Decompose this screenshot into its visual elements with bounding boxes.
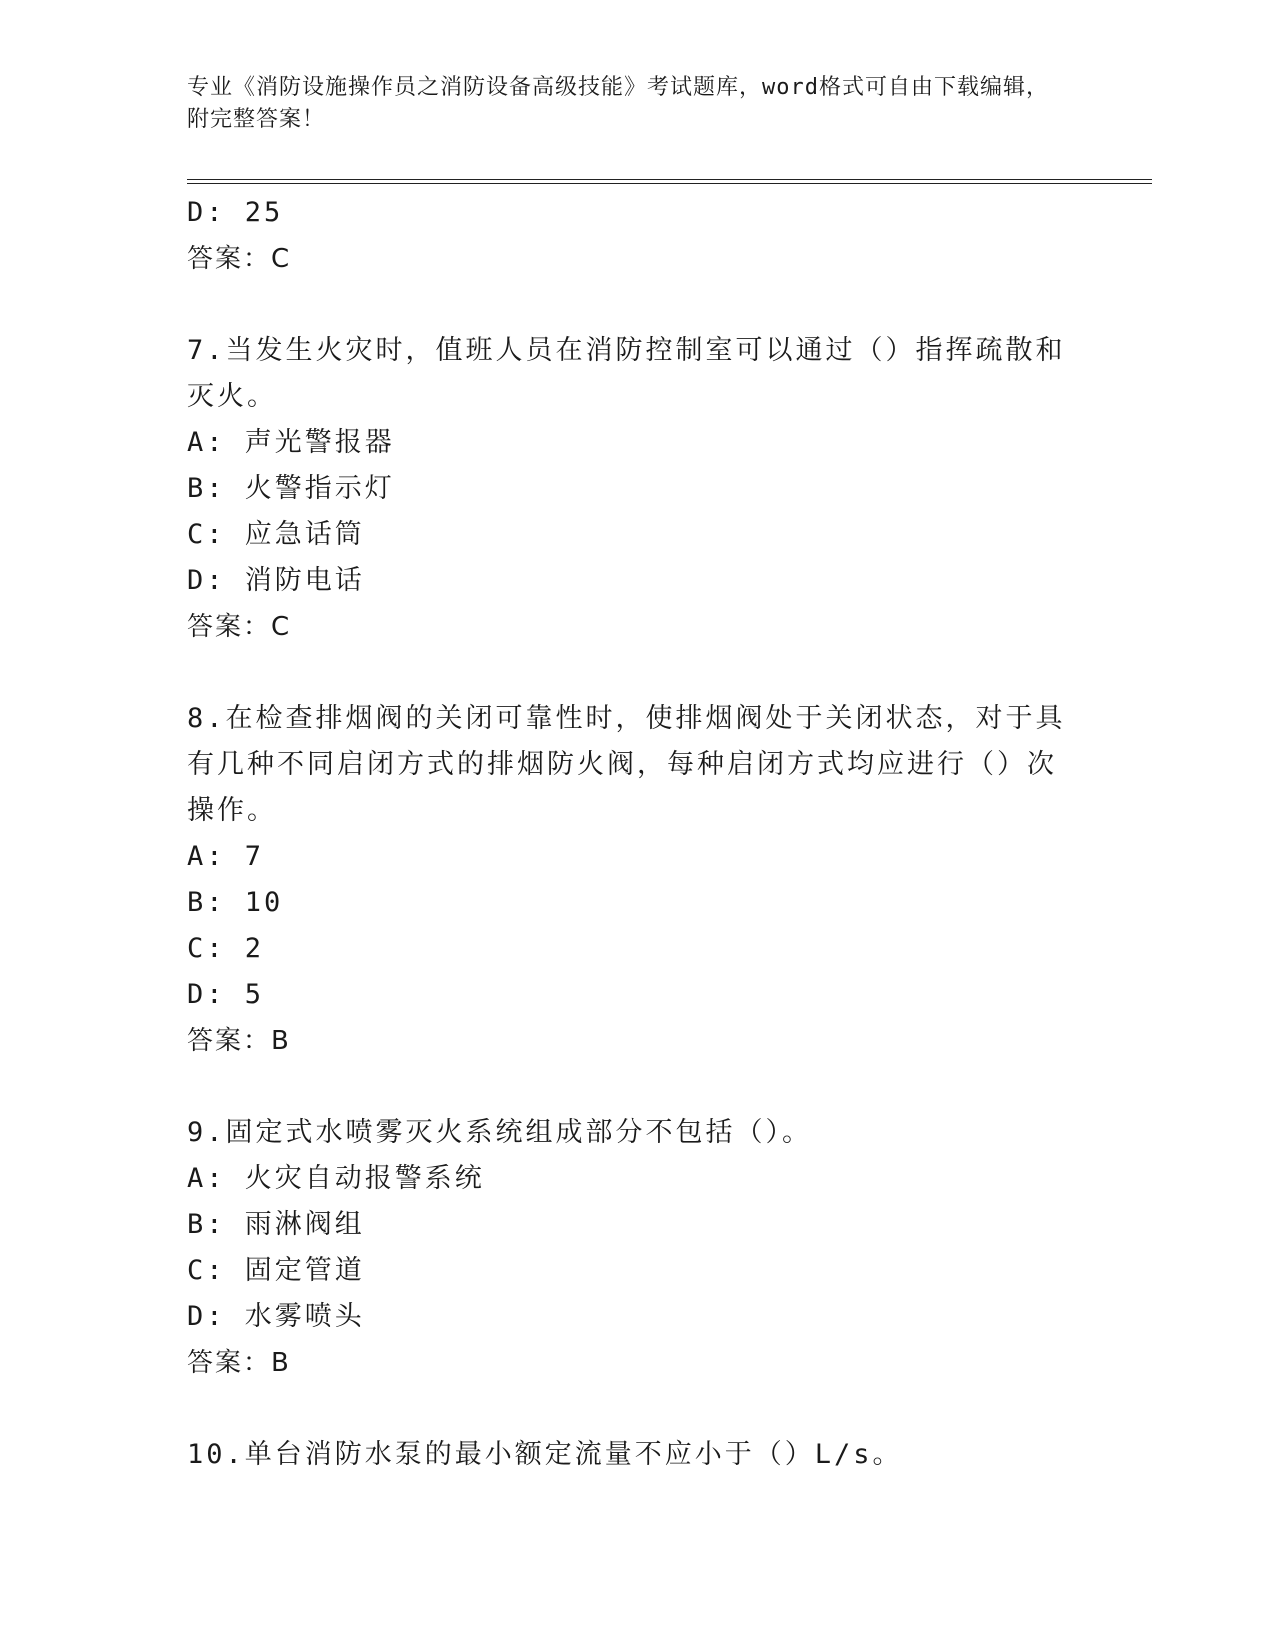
option-b: B: 火警指示灯 (187, 473, 395, 504)
question-stem: 8.在检查排烟阀的关闭可靠性时，使排烟阀处于关闭状态，对于具有几种不同启闭方式的排烟防火阀，每种启闭方式均应进行（）次操作。 (187, 703, 1066, 826)
option-a: A: 7 (187, 841, 265, 872)
option-a: A: 火灾自动报警系统 (187, 1163, 485, 1194)
option-c: C: 固定管道 (187, 1255, 365, 1286)
option-c: C: 2 (187, 933, 265, 964)
answer-prev: 答案：C (187, 244, 292, 274)
answer: 答案：B (187, 1348, 291, 1378)
option-d-prev: D: 25 (187, 197, 284, 228)
option-d: D: 消防电话 (187, 565, 365, 596)
answer: 答案：C (187, 612, 292, 642)
document-header: 专业《消防设施操作员之消防设备高级技能》考试题库，word格式可自由下载编辑，附完整答案！ (187, 75, 1049, 132)
header-rule-bottom (187, 183, 1152, 184)
option-b: B: 雨淋阀组 (187, 1209, 365, 1240)
question-stem: 9.固定式水喷雾灭火系统组成部分不包括（）。 (187, 1117, 813, 1148)
option-a: A: 声光警报器 (187, 427, 395, 458)
question-stem: 10.单台消防水泵的最小额定流量不应小于（）L/s。 (187, 1439, 903, 1470)
question-7 (187, 328, 1087, 650)
question-content (187, 190, 1087, 1478)
option-b: B: 10 (187, 887, 284, 918)
question-9 (187, 1110, 1087, 1386)
question-stem: 7.当发生火灾时，值班人员在消防控制室可以通过（）指挥疏散和灭火。 (187, 335, 1066, 412)
option-d: D: 5 (187, 979, 265, 1010)
answer: 答案：B (187, 1026, 291, 1056)
option-c: C: 应急话筒 (187, 519, 365, 550)
option-d: D: 水雾喷头 (187, 1301, 365, 1332)
question-8 (187, 696, 1087, 1064)
header-rule-top (187, 179, 1152, 180)
question-10 (187, 1432, 1087, 1478)
